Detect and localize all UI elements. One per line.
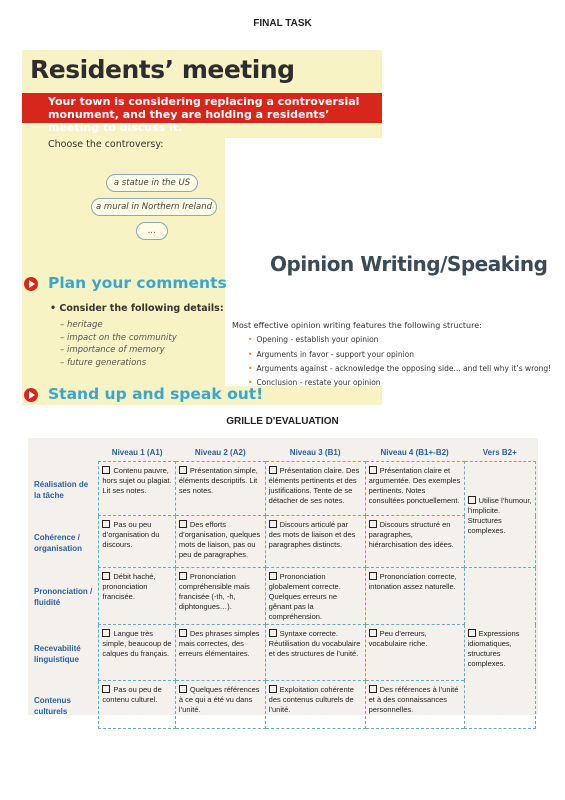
checkbox-icon — [269, 629, 277, 637]
checkbox-icon — [269, 520, 277, 528]
corner-cell — [28, 443, 99, 462]
table-row — [28, 625, 536, 681]
opinion-item — [248, 335, 378, 344]
checkbox-icon — [269, 685, 277, 693]
opinion-title: Opinion Writing/Speaking — [270, 252, 548, 276]
cell-text: Des efforts d’organisation, quelques mots de liaison, pas ou peu de paragraphes. — [178, 520, 261, 559]
table-cell — [464, 568, 535, 729]
grille-title: GRILLE D'EVALUATION — [226, 416, 339, 427]
consider-label: • Consider the following details: — [50, 303, 224, 314]
residents-title: Residents’ meeting — [30, 55, 295, 84]
cell-text: Quelques références à ce qui a été vu dans l’unité. — [178, 685, 260, 714]
table-cell — [265, 568, 365, 625]
row-label: Prononciation / fluidité — [34, 587, 93, 607]
checkbox-icon — [269, 572, 277, 580]
cell-text: Prononciation compréhensible mais francisée (-th, -h, diphtongues…). — [178, 572, 250, 611]
checkbox-icon — [369, 466, 377, 474]
checkbox-icon — [102, 572, 110, 580]
cell-text: Exploitation cohérente des contenus culturels de l’unité. — [268, 685, 354, 714]
table-cell — [265, 625, 365, 681]
grille-table — [28, 443, 536, 729]
row-label: Contenus culturels — [34, 695, 71, 716]
cell-text: Présentation claire. Des éléments pertinents et des justifications. Tente de se détacher de ses notes. — [268, 466, 360, 505]
cell-text: Expressions idiomatiques, structures complexes. — [467, 629, 520, 668]
table-cell — [265, 462, 365, 516]
column-header: Niveau 1 (A1) — [111, 447, 163, 457]
checkbox-icon — [269, 466, 277, 474]
opinion-item-text: Opening - establish your opinion — [256, 335, 379, 344]
detail-item: – future generations — [60, 358, 147, 368]
detail-item: – heritage — [60, 320, 103, 330]
checkbox-icon — [102, 685, 110, 693]
banner-text: Your town is considering replacing a controversial monument, and they are holding a residents’ meeting to discuss it. — [48, 95, 360, 134]
plan-heading: Plan your comments — [48, 274, 227, 292]
table-cell — [265, 681, 365, 729]
opinion-item — [248, 350, 414, 359]
table-cell — [175, 462, 265, 516]
column-header: Niveau 3 (B1) — [289, 447, 341, 457]
detail-item: – impact on the community — [60, 333, 177, 343]
table-cell — [99, 568, 176, 625]
cell-text: Contenu pauvre, hors sujet ou plagiat. Lit ses notes. — [102, 466, 172, 495]
row-label: Réalisation de la tâche — [34, 479, 89, 500]
stand-heading: Stand up and speak out! — [48, 385, 264, 403]
arrow-right-icon — [24, 277, 38, 291]
table-cell — [99, 625, 176, 681]
page-title: FINAL TASK — [253, 18, 312, 29]
table-cell — [464, 462, 535, 568]
option-mural: a mural in Northern Ireland — [91, 198, 217, 216]
checkbox-icon — [179, 685, 187, 693]
checkbox-icon — [179, 572, 187, 580]
cell-text: Pas ou peu de contenu culturel. — [102, 685, 162, 704]
cell-text: Débit haché, prononciation francisée. — [102, 572, 156, 601]
table-cell — [365, 625, 464, 681]
option-more: ... — [136, 222, 168, 240]
consider-text: Consider the following details: — [59, 303, 224, 314]
arrow-right-icon — [24, 388, 38, 402]
bullet-icon: • — [248, 378, 253, 387]
checkbox-icon — [468, 496, 476, 504]
cell-text: Discours articulé par des mots de liaison et des paragraphes distincts. — [268, 520, 356, 549]
cell-text: Présentation simple, éléments descriptifs. Lit ses notes. — [178, 466, 258, 495]
table-row — [28, 462, 536, 516]
checkbox-icon — [468, 629, 476, 637]
opinion-item-text: Arguments against - acknowledge the opposing side... and tell why it’s wrong! — [256, 364, 552, 373]
table-cell — [365, 681, 464, 729]
option-statue: a statue in the US — [106, 174, 198, 192]
bullet-icon: • — [248, 335, 253, 344]
cell-text: Des références à l’unité et à des connaissances personnelles. — [368, 685, 459, 714]
column-header: Niveau 4 (B1+-B2) — [380, 447, 449, 457]
table-cell — [99, 462, 176, 516]
column-header: Vers B2+ — [482, 447, 517, 457]
table-cell — [99, 516, 176, 568]
checkbox-icon — [179, 466, 187, 474]
checkbox-icon — [369, 572, 377, 580]
cell-text: Utilise l’humour, l’implicite. Structures complexes. — [467, 495, 532, 535]
opinion-item — [248, 364, 551, 373]
opinion-item — [248, 378, 381, 387]
opinion-intro: Most effective opinion writing features the following structure: — [232, 321, 482, 330]
table-cell — [265, 516, 365, 568]
table-cell — [175, 625, 265, 681]
table-cell — [175, 681, 265, 729]
checkbox-icon — [369, 685, 377, 693]
table-cell — [175, 516, 265, 568]
opinion-item-text: Conclusion - restate your opinion — [256, 378, 381, 387]
table-cell — [99, 681, 176, 729]
cell-text: Des phrases simples mais correctes, des erreurs élémentaires. — [178, 629, 260, 658]
table-cell — [365, 516, 464, 568]
cell-text: Pas ou peu d’organisation du discours. — [102, 520, 160, 549]
table-row — [28, 681, 536, 729]
opinion-item-text: Arguments in favor - support your opinion — [256, 350, 415, 359]
cell-text: Présentation claire et argumentée. Des exemples pertinents. Notes consultées ponctuellement. — [368, 466, 461, 505]
bullet-icon: • — [248, 350, 253, 359]
checkbox-icon — [102, 629, 110, 637]
column-header: Niveau 2 (A2) — [194, 447, 246, 457]
cell-text: Prononciation globalement correcte. Quelques erreurs ne gênant pas la compréhension. — [268, 572, 341, 621]
cell-text: Peu d’erreurs, vocabulaire riche. — [368, 629, 428, 648]
table-header-row — [28, 443, 536, 462]
cell-text: Discours structuré en paragraphes, hiérarchisation des idées. — [368, 520, 454, 549]
checkbox-icon — [369, 520, 377, 528]
checkbox-icon — [102, 466, 110, 474]
table-row — [28, 516, 536, 568]
choose-label: Choose the controversy: — [48, 139, 164, 150]
checkbox-icon — [179, 629, 187, 637]
checkbox-icon — [179, 520, 187, 528]
checkbox-icon — [102, 520, 110, 528]
detail-item: – importance of memory — [60, 345, 165, 355]
table-cell — [175, 568, 265, 625]
cell-text: Syntaxe correcte. Réutilisation du vocabulaire et des structures de l’unité. — [268, 629, 361, 658]
table-cell — [365, 462, 464, 516]
row-label: Recevabilité linguistique — [34, 643, 81, 664]
cell-text: Prononciation correcte, intonation assez naturelle. — [368, 572, 457, 591]
checkbox-icon — [369, 629, 377, 637]
cell-text: Langue très simple, beaucoup de calques du français. — [102, 629, 172, 658]
row-label: Cohérence / organisation — [34, 532, 83, 553]
bullet-icon: • — [248, 364, 253, 373]
table-cell — [365, 568, 464, 625]
table-row — [28, 568, 536, 625]
